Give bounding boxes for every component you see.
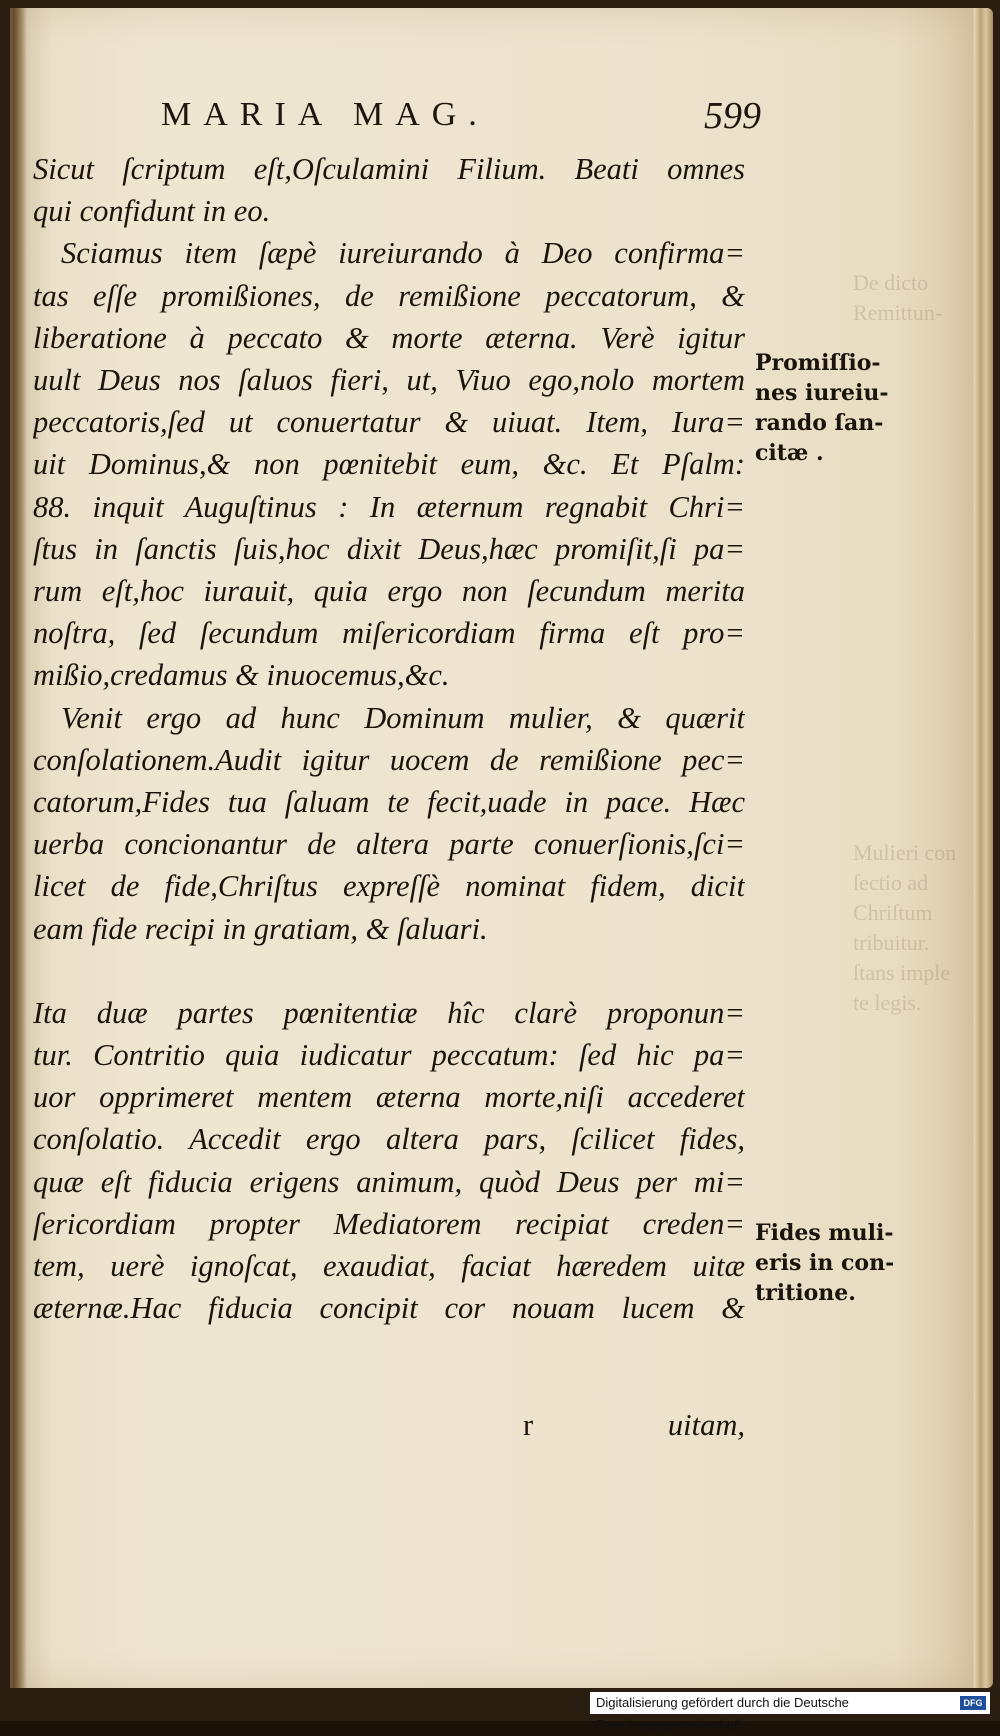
body-text	[33, 148, 745, 1329]
margin-note-line: Fides muli-	[755, 1220, 894, 1246]
show-through-text: Mulieri con ſectio ad Chriſtum tribuitur. ſtans imple te legis.	[853, 840, 957, 1015]
text-line: eam fide recipi in gratiam, & ſaluari.	[33, 911, 488, 946]
text-line: noſtra, ſed ſecundum miſericordiam firma eſt pro=	[33, 616, 745, 651]
text-line: uit Dominus,& non pœnitebit eum, &c. Et Pſalm:	[33, 447, 745, 482]
text-line: ſericordiam propter Mediatorem recipiat creden=	[33, 1206, 745, 1241]
text-line: liberatione à peccato & morte æterna. Verè igitur	[33, 320, 745, 355]
text-line: peccatoris,ſed ut conuertatur & uiuat. Item, Iura=	[33, 405, 745, 440]
margin-note-line: citæ .	[755, 440, 824, 466]
text-line: Venit ergo ad hunc Dominum mulier, & quærit	[61, 700, 745, 735]
text-line: Ita duæ partes pœnitentiæ hîc clarè proponun=	[33, 995, 745, 1030]
text-line: uor opprimeret mentem æterna morte,niſi accederet	[33, 1080, 745, 1115]
dfg-logo-icon: DFG	[960, 1696, 986, 1710]
text-line: tem, uerè ignoſcat, exaudiat, faciat hæredem uitæ	[33, 1249, 745, 1284]
digitization-credit	[590, 1692, 990, 1732]
page-number: 599	[704, 95, 761, 137]
running-title: MARIA MAG.	[161, 96, 489, 133]
text-line: Sciamus item ſæpè iureiurando à Deo confirma=	[61, 236, 745, 271]
text-line: uerba concionantur de altera parte conuerſionis,ſci=	[33, 827, 745, 862]
margin-note-line: nes iureiu-	[755, 380, 889, 406]
show-through-text: De dicto Remittun-	[853, 270, 943, 325]
text-line: rum eſt,hoc iurauit, quia ergo non ſecundum merita	[33, 574, 745, 609]
signature-line	[33, 1408, 745, 1450]
binding-shadow	[13, 8, 27, 1688]
margin-note-line: rando ſan-	[755, 410, 884, 436]
text-line: tas eſſe promißiones, de remißione peccatorum, &	[33, 278, 745, 313]
text-line: uult Deus nos ſaluos fieri, ut, Viuo ego,nolo mortem	[33, 363, 745, 398]
text-line: ſtus in ſanctis ſuis,hoc dixit Deus,hæc promiſit,ſi pa=	[33, 531, 745, 566]
text-line: conſolatio. Accedit ergo altera pars, ſcilicet fides,	[33, 1122, 745, 1157]
margin-note-line: Promiſſio-	[755, 350, 881, 376]
text-line: 88. inquit Auguſtinus : In æternum regnabit Chri=	[33, 489, 745, 524]
margin-note-line: eris in con-	[755, 1250, 895, 1276]
text-line: licet de fide,Chriſtus expreſſè nominat fidem, dicit	[33, 869, 745, 904]
margin-note-fides	[755, 1218, 935, 1308]
text-line: æternæ.Hac fiducia concipit cor nouam lucem &	[33, 1291, 745, 1326]
text-line: quæ eſt fiducia erigens animum, quòd Deus per mi=	[33, 1164, 745, 1199]
credit-text: Digitalisierung gefördert durch die Deutsche Forschungsgemeinschaft -	[596, 1695, 849, 1732]
book-page	[10, 8, 973, 1688]
text-line: qui confidunt in eo.	[33, 194, 271, 229]
catchword: uitam,	[667, 1408, 745, 1442]
margin-note-promissiones	[755, 348, 935, 468]
signature-mark: r	[523, 1408, 534, 1442]
text-line: tur. Contritio quia iudicatur peccatum: ſed hic pa=	[33, 1038, 745, 1073]
text-line: conſolationem.Audit igitur uocem de remißione pec=	[33, 742, 745, 777]
text-line: mißio,credamus & inuocemus,&c.	[33, 658, 450, 693]
text-line: Sicut ſcriptum eſt,Oſculamini Filium. Beati omnes	[33, 152, 745, 186]
page-header	[161, 95, 761, 146]
text-line: catorum,Fides tua ſaluam te fecit,uade in pace. Hæc	[33, 785, 745, 820]
margin-note-line: tritione.	[755, 1280, 856, 1306]
